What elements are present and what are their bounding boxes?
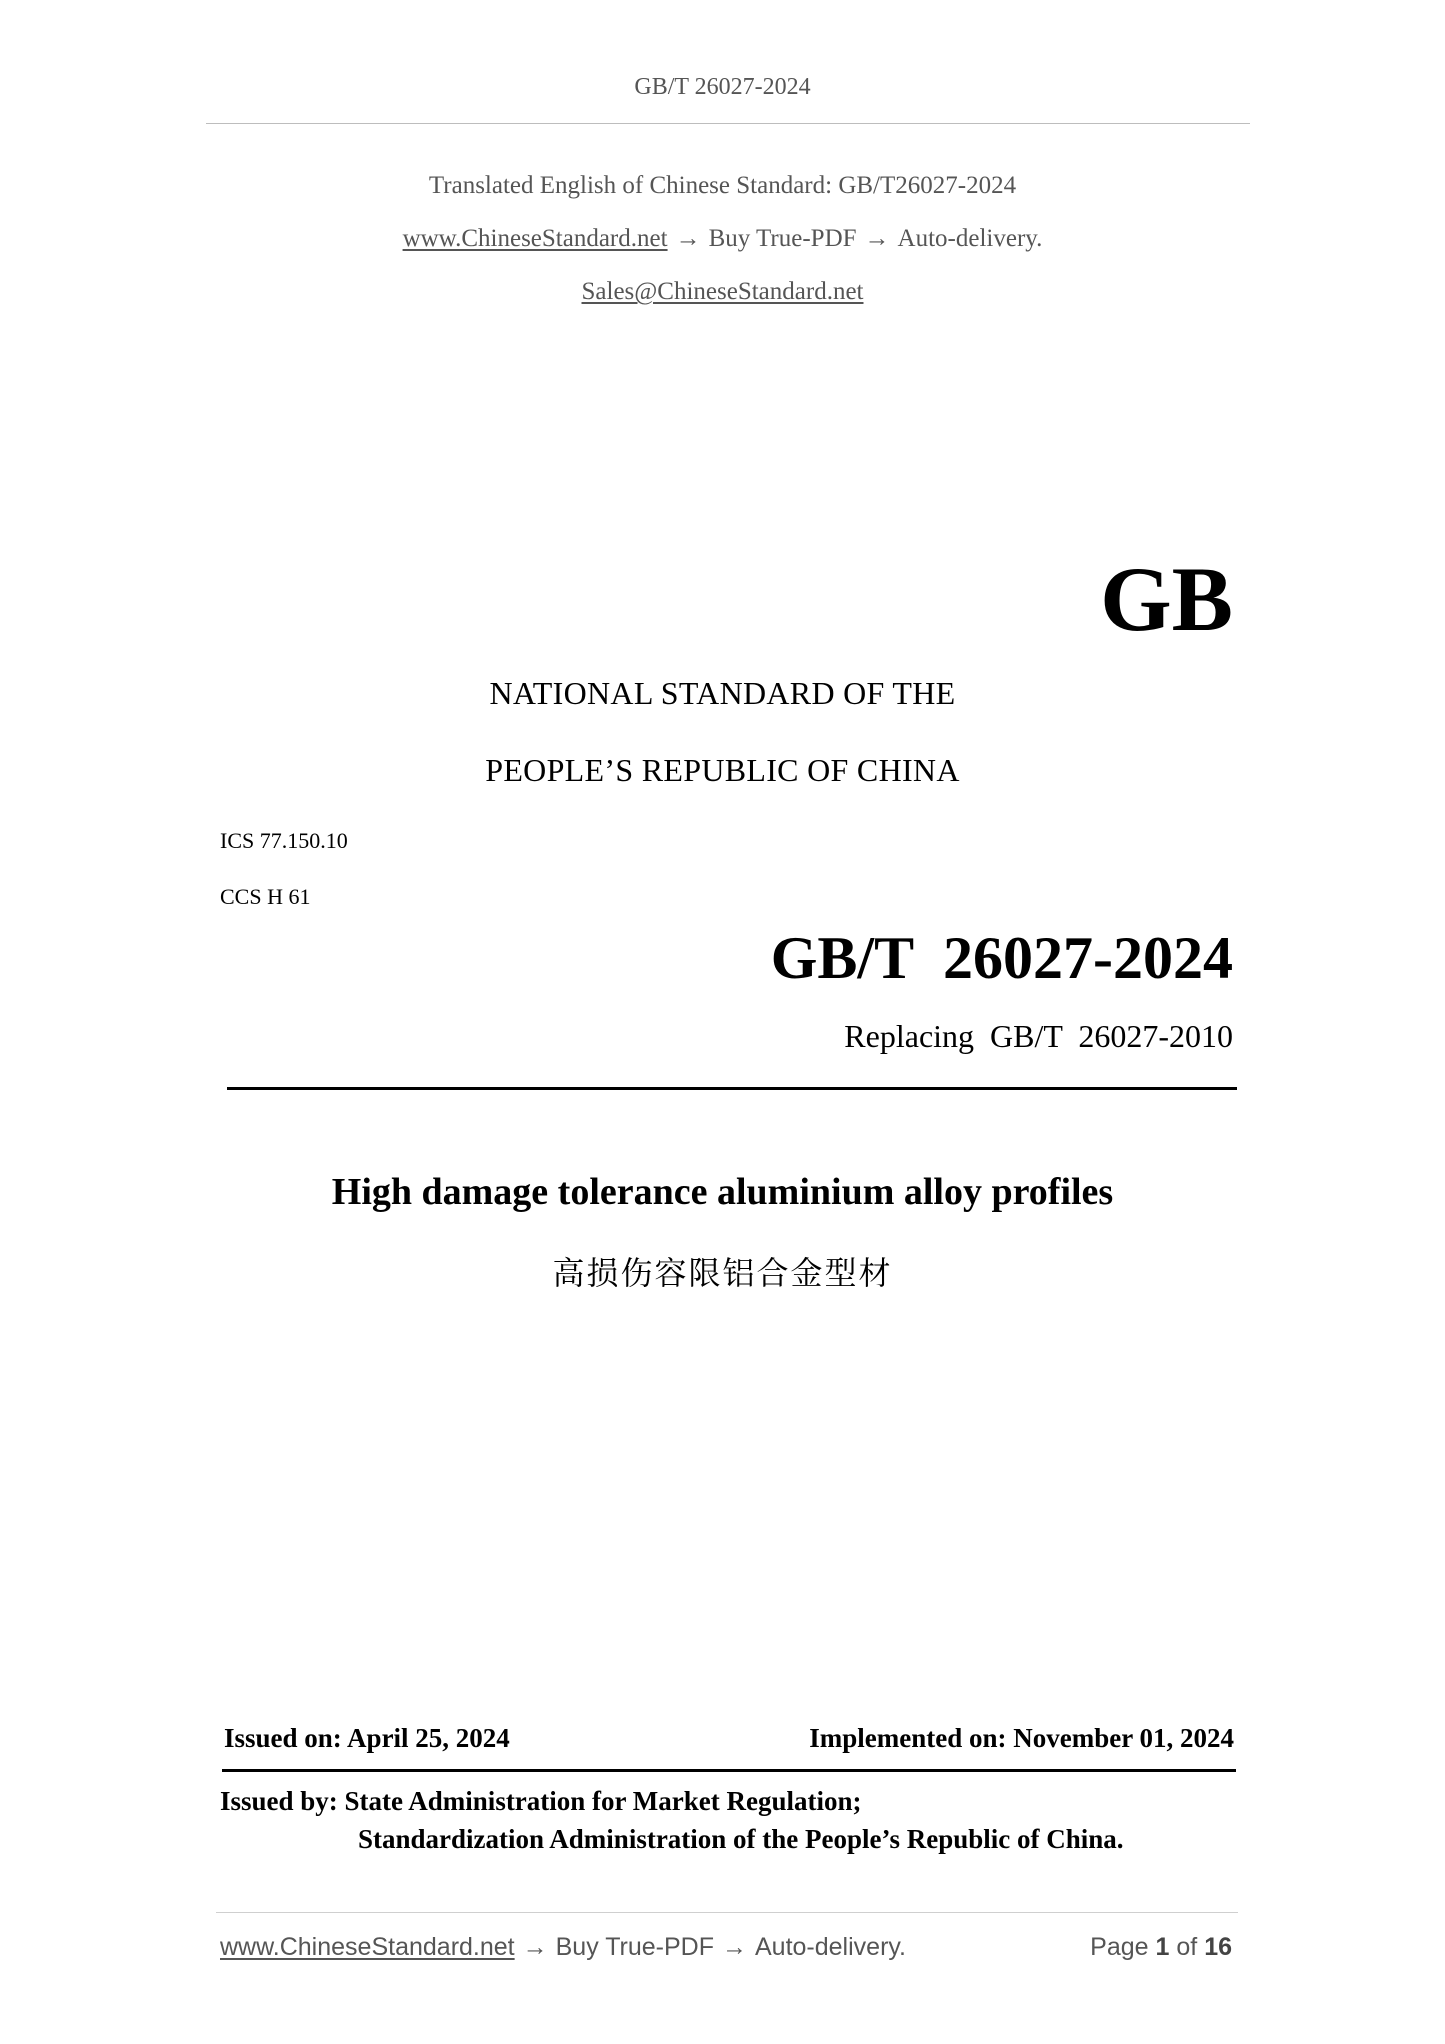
header-divider	[206, 123, 1250, 124]
auto-delivery-text: Auto-delivery.	[897, 225, 1043, 252]
footer-website-link[interactable]: www.ChineseStandard.net	[220, 1933, 515, 1961]
email-notice	[0, 278, 1445, 306]
footer-divider	[216, 1912, 1238, 1913]
arrow-right-icon: →	[722, 1933, 747, 1961]
issued-by-line2: Standardization Administration of the People’s Republic of China.	[358, 1824, 1124, 1854]
issued-by-block	[220, 1782, 1124, 1858]
page-indicator	[1090, 1933, 1232, 1962]
page-current: 1	[1155, 1933, 1170, 1961]
arrow-right-icon: →	[675, 225, 701, 252]
website-link[interactable]: www.ChineseStandard.net	[402, 225, 668, 252]
ccs-code: CCS H 61	[220, 884, 311, 909]
page-label: Page	[1090, 1933, 1149, 1961]
title-english: High damage tolerance aluminium alloy profiles	[331, 1171, 1114, 1213]
of-label: of	[1176, 1933, 1198, 1961]
title-chinese: 高损伤容限铝合金型材	[552, 1254, 893, 1292]
purchase-notice	[0, 225, 1445, 253]
issued-on-date: Issued on: April 25, 2024	[224, 1723, 510, 1753]
footer-auto-delivery-text: Auto-delivery.	[755, 1933, 906, 1961]
footer-purchase-notice	[220, 1933, 906, 1962]
page-total: 16	[1204, 1933, 1232, 1961]
standard-number: GB/T 26027-2024	[770, 925, 1233, 991]
footer-buy-true-pdf-text: Buy True-PDF	[555, 1933, 714, 1961]
buy-true-pdf-text: Buy True-PDF	[708, 225, 857, 252]
arrow-right-icon: →	[522, 1933, 548, 1961]
running-header-title: GB/T 26027-2024	[634, 74, 811, 100]
ics-code: ICS 77.150.10	[220, 828, 348, 853]
title-divider	[227, 1087, 1237, 1090]
sales-email-link[interactable]: Sales@ChineseStandard.net	[581, 278, 864, 305]
issued-divider	[222, 1769, 1236, 1772]
national-standard-line2: PEOPLE’S REPUBLIC OF CHINA	[485, 752, 960, 788]
translation-notice: Translated English of Chinese Standard: GB/T26027-2024	[428, 172, 1017, 199]
national-standard-line1: NATIONAL STANDARD OF THE	[489, 675, 956, 711]
implemented-on-date: Implemented on: November 01, 2024	[809, 1723, 1234, 1753]
issued-by-line1: Issued by: State Administration for Market Regulation;	[220, 1786, 862, 1816]
arrow-right-icon: →	[864, 225, 890, 252]
replacing-standard: Replacing GB/T 26027-2010	[844, 1018, 1233, 1054]
gb-mark: GB	[1100, 548, 1233, 650]
